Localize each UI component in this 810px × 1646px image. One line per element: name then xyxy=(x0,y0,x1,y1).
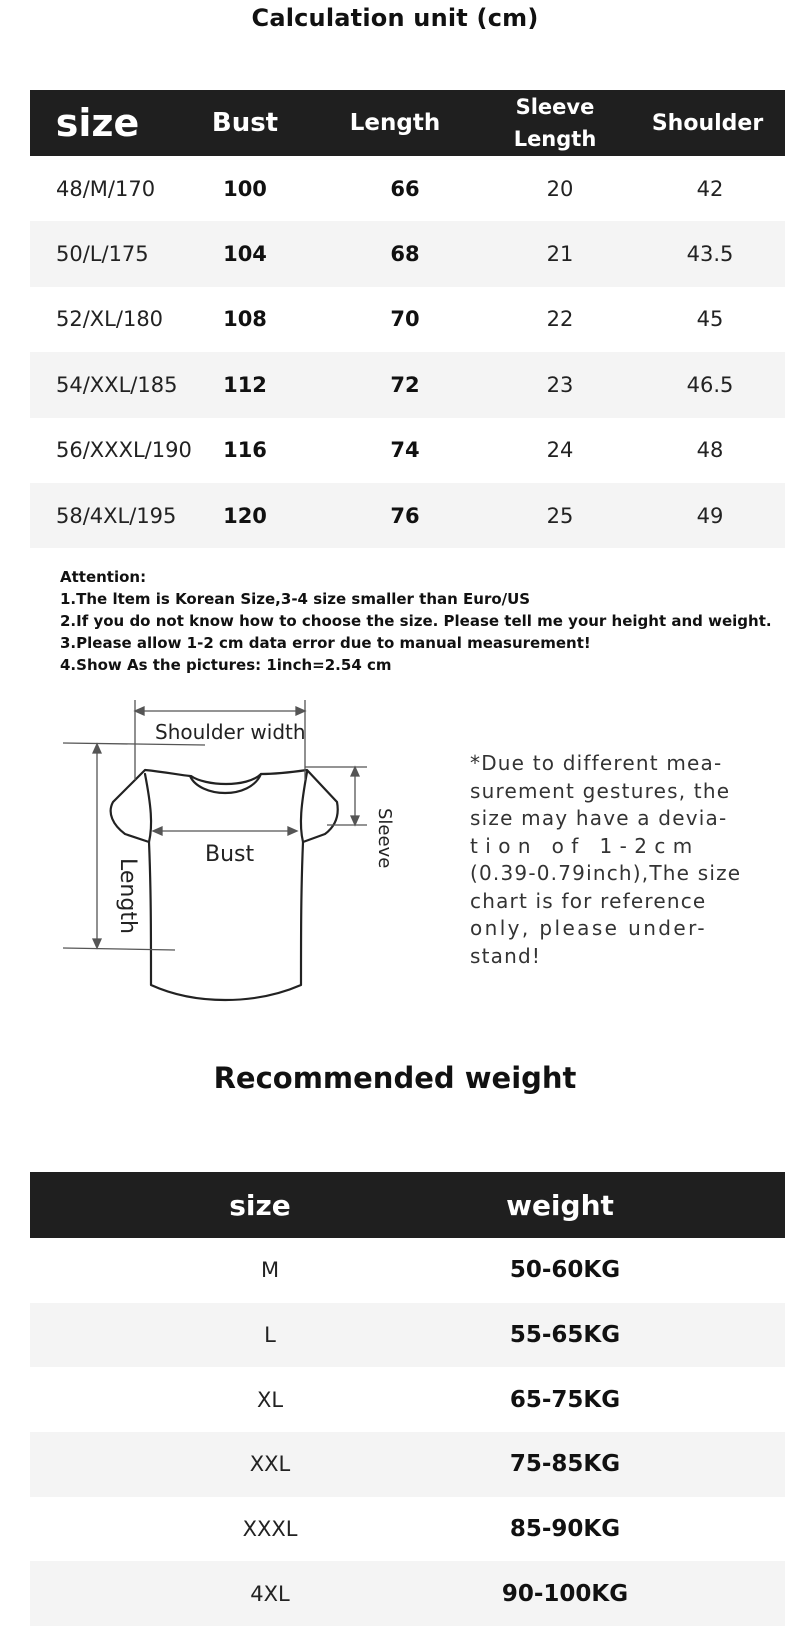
cell-size: 54/XXL/185 xyxy=(56,372,178,397)
cell-shoulder: 43.5 xyxy=(686,242,734,267)
attention-item: 2.If you do not know how to choose the size. Please tell me your height and weight. xyxy=(60,612,772,630)
cell-size: 52/XL/180 xyxy=(56,307,164,332)
measurement-deviation-note xyxy=(470,750,760,970)
table-row xyxy=(30,1238,785,1303)
cell-size: 50/L/175 xyxy=(56,242,149,267)
cell-length: 68 xyxy=(390,242,420,267)
cell-length: 72 xyxy=(390,372,420,397)
cell-bust: 100 xyxy=(223,176,267,201)
cell-size: M xyxy=(260,1258,280,1283)
cell-sleeve: 25 xyxy=(546,503,574,528)
note-line: stand! xyxy=(470,943,542,968)
header-weight: weight xyxy=(506,1188,614,1222)
header-size: size xyxy=(55,101,140,145)
attention-item: 1.The ltem is Korean Size,3-4 size smaller than Euro/US xyxy=(60,590,531,608)
table-row xyxy=(30,287,785,352)
cell-bust: 116 xyxy=(223,438,267,463)
cell-size: 58/4XL/195 xyxy=(56,503,177,528)
cell-shoulder: 45 xyxy=(696,307,724,332)
table-row xyxy=(30,1561,785,1626)
header-length: Length xyxy=(349,110,441,136)
header-shoulder: Shoulder xyxy=(651,110,764,136)
note-line: tion of 1-2cm xyxy=(470,833,700,858)
table-row xyxy=(30,418,785,483)
attention-heading: Attention: xyxy=(60,568,147,586)
cell-length: 74 xyxy=(390,438,420,463)
attention-item: 4.Show As the pictures: 1inch=2.54 cm xyxy=(60,656,392,674)
cell-bust: 104 xyxy=(223,242,267,267)
cell-weight: 55-65KG xyxy=(509,1322,621,1349)
size-chart-table xyxy=(30,90,785,548)
cell-weight: 65-75KG xyxy=(509,1386,621,1413)
size-table-header xyxy=(30,90,785,156)
attention-item: 3.Please allow 1-2 cm data error due to manual measurement! xyxy=(60,634,591,652)
table-row xyxy=(30,221,785,286)
cell-size: 4XL xyxy=(250,1581,290,1606)
recommended-weight-title: Recommended weight xyxy=(213,1061,577,1095)
header-size: size xyxy=(229,1188,291,1222)
table-row xyxy=(30,483,785,548)
cell-sleeve: 21 xyxy=(546,242,574,267)
table-row xyxy=(30,1367,785,1432)
cell-shoulder: 49 xyxy=(696,503,724,528)
note-line: *Due to different mea- xyxy=(470,751,723,775)
weight-table-header xyxy=(30,1172,785,1238)
cell-shoulder: 42 xyxy=(696,176,724,201)
header-bust: Bust xyxy=(211,108,279,138)
table-row xyxy=(30,1432,785,1497)
header-sleeve-length xyxy=(485,90,625,156)
cell-sleeve: 24 xyxy=(546,438,574,463)
cell-sleeve: 22 xyxy=(546,307,574,332)
table-row xyxy=(30,1303,785,1368)
diagram-label-shoulder-width: Shoulder width xyxy=(155,720,306,744)
tshirt-measurement-diagram xyxy=(55,700,415,1010)
note-line: chart is for reference xyxy=(470,888,707,913)
cell-size: 48/M/170 xyxy=(56,176,156,201)
cell-size: L xyxy=(264,1323,276,1348)
cell-size: XL xyxy=(256,1387,284,1412)
diagram-label-sleeve: Sleeve xyxy=(374,808,395,869)
cell-weight: 75-85KG xyxy=(509,1451,621,1478)
header-sleeve-line1: Sleeve xyxy=(515,95,595,119)
header-sleeve-line2: Length xyxy=(513,127,597,151)
cell-size: XXL xyxy=(249,1452,291,1477)
diagram-label-length: Length xyxy=(115,858,140,934)
calculation-unit-title: Calculation unit (cm) xyxy=(251,4,539,32)
cell-weight: 90-100KG xyxy=(501,1580,629,1607)
table-row xyxy=(30,352,785,417)
cell-length: 66 xyxy=(390,176,420,201)
cell-weight: 85-90KG xyxy=(509,1516,621,1543)
cell-shoulder: 46.5 xyxy=(686,372,734,397)
cell-bust: 108 xyxy=(223,307,267,332)
cell-bust: 120 xyxy=(223,503,267,528)
cell-sleeve: 20 xyxy=(546,176,574,201)
cell-bust: 112 xyxy=(223,372,267,397)
cell-weight: 50-60KG xyxy=(509,1257,621,1284)
note-line: only, please under- xyxy=(470,916,708,940)
note-line: (0.39-0.79inch),The size xyxy=(470,861,742,885)
table-row xyxy=(30,1497,785,1562)
cell-shoulder: 48 xyxy=(696,438,724,463)
attention-notes xyxy=(60,566,772,676)
table-row xyxy=(30,156,785,221)
cell-size: XXXL xyxy=(242,1517,298,1542)
diagram-label-bust: Bust xyxy=(205,842,255,867)
cell-length: 76 xyxy=(390,503,420,528)
note-line: surement gestures, the xyxy=(470,778,731,803)
recommended-weight-table xyxy=(30,1172,785,1626)
note-line: size may have a devia- xyxy=(470,806,728,830)
cell-length: 70 xyxy=(390,307,420,332)
cell-size: 56/XXXL/190 xyxy=(56,438,192,463)
cell-sleeve: 23 xyxy=(546,372,574,397)
